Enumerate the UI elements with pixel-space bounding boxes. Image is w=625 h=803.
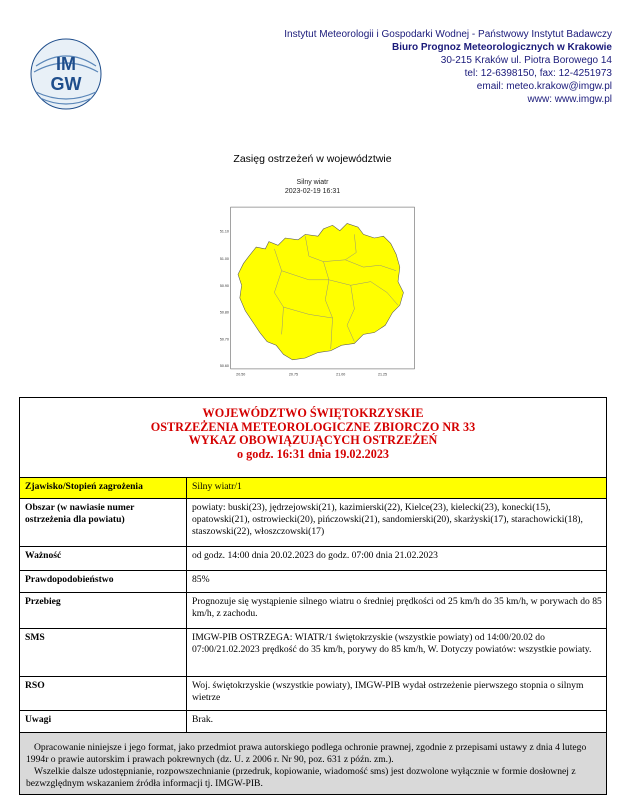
table-row: [20, 592, 606, 628]
row-label: SMS: [20, 628, 187, 676]
street-address: 30-215 Kraków ul. Piotra Borowego 14: [440, 55, 612, 66]
map-datetime: 2023-02-19 16:31: [284, 188, 341, 195]
copyright-text: Opracowanie niniejsze i jego format, jako przedmiot prawa autorskiego podlega ochronie prawnej, zgodnie z przepisami ustawy z dnia 4 lutego 1994r o prawie autorskim i prawach pokrewnych (dz. U. z 2006 r. Nr 90, poz. 631 z późn. zm.).: [26, 741, 587, 765]
warning-table: [20, 478, 606, 733]
row-value: Silny wiatr/1: [187, 478, 607, 498]
website[interactable]: www: www.imgw.pl: [527, 94, 612, 105]
y-tick: 50.80: [219, 310, 229, 315]
row-value: IMGW-PIB OSTRZEGA: WIATR/1 świętokrzyskie (wszystkie powiaty) od 14:00/20.02 do 07:00/21.02.2023 prędkość do 35 km/h, porywy do 85 km/h, W. Dotyczy powiatów: wszystkie powiaty.: [187, 628, 607, 676]
voivodeship-shape: [238, 223, 403, 359]
bulletin-subtitle: WYKAZ OBOWIĄZUJĄCYCH OSTRZEŻEŃ: [188, 433, 438, 447]
phone-fax: tel: 12-6398150, fax: 12-4251973: [464, 68, 612, 79]
institute-name: Instytut Meteorologii i Gospodarki Wodnej - Państwowy Instytut Badawczy: [284, 29, 612, 40]
row-label: Prawdopodobieństwo: [20, 570, 187, 592]
office-name: Biuro Prognoz Meteorologicznych w Krakowie: [391, 42, 612, 53]
distribution-text: Wszelkie dalsze udostępnianie, rozpowszechnianie (przedruk, kopiowanie, wiadomość sms) jest dozwolone wyłącznie w formie dosłownej z bezwzględnym wskazaniem źródła informacji tj. IMGW-PIB.: [26, 765, 576, 789]
y-tick: 50.90: [219, 284, 229, 289]
map-phenomenon: Silny wiatr: [296, 179, 329, 186]
row-label: Obszar (w nawiasie numer ostrzeżenia dla powiatu): [20, 498, 187, 546]
x-tick: 21.00: [336, 372, 346, 377]
row-value: od godz. 14:00 dnia 20.02.2023 do godz. 07:00 dnia 21.02.2023: [187, 546, 607, 570]
table-row: [20, 498, 606, 546]
row-label: Ważność: [20, 546, 187, 570]
email[interactable]: email: meteo.krakow@imgw.pl: [476, 81, 612, 92]
bulletin-time: o godz. 16:31 dnia 19.02.2023: [236, 446, 390, 461]
y-tick: 51.00: [219, 256, 229, 261]
institute-address: [284, 28, 612, 106]
table-row: [20, 478, 606, 498]
y-tick: 50.70: [219, 337, 229, 342]
row-label: Przebieg: [20, 592, 187, 628]
x-tick: 21.25: [378, 372, 388, 377]
table-row: [20, 710, 606, 732]
table-row: [20, 676, 606, 710]
warning-bulletin: [19, 397, 607, 795]
y-tick: 51.10: [219, 229, 229, 234]
row-value: Prognozuje się wystąpienie silnego wiatru o średniej prędkości od 25 km/h do 35 km/h, w porywach do 85 km/h, z zachodu.: [187, 592, 607, 628]
row-value: powiaty: buski(23), jędrzejowski(21), kazimierski(22), Kielce(23), kielecki(23), konecki(15), opatowski(21), ostrowiecki(20), pińczowski(21), sandomierski(20), skarżyski(17), starachowicki(18), staszowski(22), włoszczowski(17): [187, 498, 607, 546]
letterhead: [0, 0, 625, 140]
map-title: Zasięg ostrzeżeń w województwie: [233, 153, 392, 165]
bulletin-region: WOJEWÓDZTWO ŚWIĘTOKRZYSKIE: [202, 406, 424, 420]
row-value: Woj. świętokrzyskie (wszystkie powiaty), IMGW-PIB wydał ostrzeżenie pierwszego stopnia o silnym wietrze: [187, 676, 607, 710]
row-value: Brak.: [187, 710, 607, 732]
table-row: [20, 570, 606, 592]
table-row: [20, 628, 606, 676]
x-tick: 20.75: [288, 372, 298, 377]
bulletin-title: [20, 398, 606, 478]
y-tick: 50.60: [219, 364, 229, 369]
table-row: [20, 546, 606, 570]
x-tick: 20.50: [236, 372, 246, 377]
row-label: Zjawisko/Stopień zagrożenia: [20, 478, 187, 498]
copyright-notice: [20, 733, 606, 794]
row-label: RSO: [20, 676, 187, 710]
row-label: Uwagi: [20, 710, 187, 732]
imgw-logo: [30, 36, 102, 112]
row-value: 85%: [187, 570, 607, 592]
svg-text:GW: GW: [50, 74, 82, 94]
bulletin-number: OSTRZEŻENIA METEOROLOGICZNE ZBIORCZO NR 33: [150, 419, 476, 434]
voivodeship-map: [208, 198, 428, 398]
svg-text:IM: IM: [56, 54, 76, 74]
